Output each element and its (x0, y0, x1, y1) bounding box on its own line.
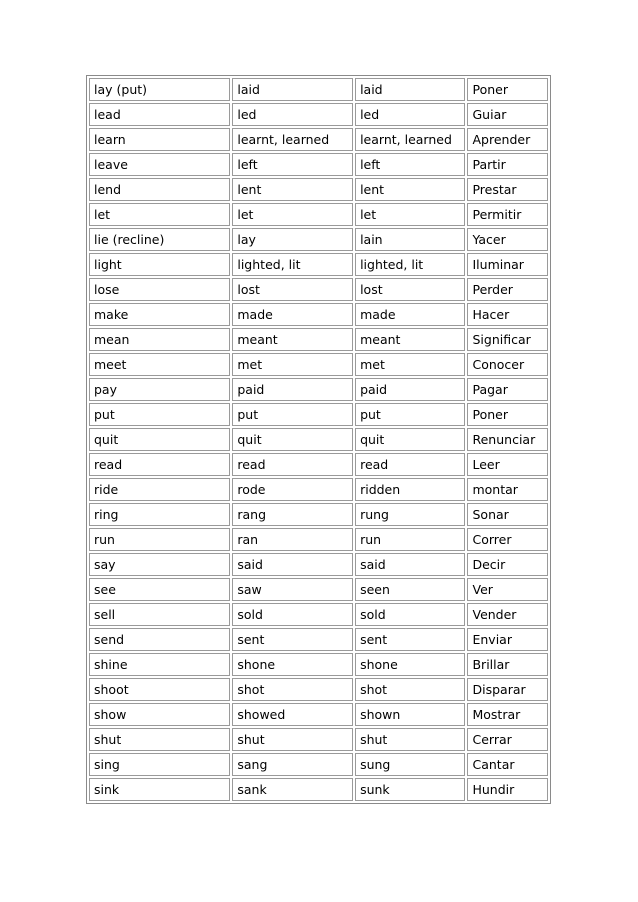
spanish-translation-cell: Disparar (467, 678, 548, 701)
base-form-cell: lead (89, 103, 230, 126)
base-form-cell: sink (89, 778, 230, 801)
past-simple-cell: put (232, 403, 353, 426)
spanish-translation-cell: Ver (467, 578, 548, 601)
spanish-translation-cell: Iluminar (467, 253, 548, 276)
base-form-cell: say (89, 553, 230, 576)
irregular-verbs-table (86, 75, 551, 804)
past-participle-cell: lent (355, 178, 465, 201)
base-form-cell: sell (89, 603, 230, 626)
past-simple-cell: met (232, 353, 353, 376)
spanish-translation-cell: Renunciar (467, 428, 548, 451)
past-simple-cell: rang (232, 503, 353, 526)
base-form-cell: lie (recline) (89, 228, 230, 251)
base-form-cell: pay (89, 378, 230, 401)
table-row (89, 553, 548, 576)
past-participle-cell: laid (355, 78, 465, 101)
spanish-translation-cell: Partir (467, 153, 548, 176)
past-simple-cell: shot (232, 678, 353, 701)
spanish-translation-cell: Hacer (467, 303, 548, 326)
past-simple-cell: learnt, learned (232, 128, 353, 151)
base-form-cell: learn (89, 128, 230, 151)
table-row (89, 353, 548, 376)
past-simple-cell: ran (232, 528, 353, 551)
past-participle-cell: met (355, 353, 465, 376)
base-form-cell: put (89, 403, 230, 426)
base-form-cell: sing (89, 753, 230, 776)
past-simple-cell: sang (232, 753, 353, 776)
past-simple-cell: read (232, 453, 353, 476)
base-form-cell: leave (89, 153, 230, 176)
spanish-translation-cell: Enviar (467, 628, 548, 651)
past-simple-cell: quit (232, 428, 353, 451)
past-participle-cell: lain (355, 228, 465, 251)
past-participle-cell: seen (355, 578, 465, 601)
past-participle-cell: read (355, 453, 465, 476)
base-form-cell: mean (89, 328, 230, 351)
base-form-cell: quit (89, 428, 230, 451)
past-participle-cell: lighted, lit (355, 253, 465, 276)
table-row (89, 253, 548, 276)
spanish-translation-cell: Sonar (467, 503, 548, 526)
table-row (89, 778, 548, 801)
past-participle-cell: led (355, 103, 465, 126)
past-simple-cell: meant (232, 328, 353, 351)
table-row (89, 478, 548, 501)
past-simple-cell: rode (232, 478, 353, 501)
spanish-translation-cell: Decir (467, 553, 548, 576)
past-simple-cell: made (232, 303, 353, 326)
past-participle-cell: said (355, 553, 465, 576)
table-row (89, 528, 548, 551)
spanish-translation-cell: Permitir (467, 203, 548, 226)
past-participle-cell: sent (355, 628, 465, 651)
past-simple-cell: showed (232, 703, 353, 726)
table-row (89, 678, 548, 701)
past-participle-cell: shown (355, 703, 465, 726)
table-row (89, 228, 548, 251)
past-simple-cell: laid (232, 78, 353, 101)
base-form-cell: make (89, 303, 230, 326)
spanish-translation-cell: Leer (467, 453, 548, 476)
table-row (89, 303, 548, 326)
table-row (89, 128, 548, 151)
base-form-cell: ring (89, 503, 230, 526)
past-participle-cell: ridden (355, 478, 465, 501)
spanish-translation-cell: Yacer (467, 228, 548, 251)
spanish-translation-cell: Perder (467, 278, 548, 301)
past-simple-cell: sold (232, 603, 353, 626)
spanish-translation-cell: Poner (467, 403, 548, 426)
table-row (89, 278, 548, 301)
past-participle-cell: shot (355, 678, 465, 701)
base-form-cell: shine (89, 653, 230, 676)
table-row (89, 753, 548, 776)
base-form-cell: shut (89, 728, 230, 751)
spanish-translation-cell: Conocer (467, 353, 548, 376)
past-simple-cell: led (232, 103, 353, 126)
past-simple-cell: said (232, 553, 353, 576)
table-row (89, 378, 548, 401)
past-simple-cell: sent (232, 628, 353, 651)
past-participle-cell: sunk (355, 778, 465, 801)
past-simple-cell: shut (232, 728, 353, 751)
base-form-cell: send (89, 628, 230, 651)
past-simple-cell: left (232, 153, 353, 176)
base-form-cell: light (89, 253, 230, 276)
base-form-cell: lay (put) (89, 78, 230, 101)
past-simple-cell: lent (232, 178, 353, 201)
base-form-cell: show (89, 703, 230, 726)
past-simple-cell: lay (232, 228, 353, 251)
spanish-translation-cell: Mostrar (467, 703, 548, 726)
past-simple-cell: let (232, 203, 353, 226)
base-form-cell: meet (89, 353, 230, 376)
base-form-cell: see (89, 578, 230, 601)
past-simple-cell: lighted, lit (232, 253, 353, 276)
past-participle-cell: put (355, 403, 465, 426)
past-participle-cell: learnt, learned (355, 128, 465, 151)
spanish-translation-cell: Prestar (467, 178, 548, 201)
base-form-cell: shoot (89, 678, 230, 701)
base-form-cell: lend (89, 178, 230, 201)
verb-table-body (89, 78, 548, 801)
spanish-translation-cell: Correr (467, 528, 548, 551)
past-participle-cell: shut (355, 728, 465, 751)
table-row (89, 103, 548, 126)
base-form-cell: ride (89, 478, 230, 501)
base-form-cell: let (89, 203, 230, 226)
table-row (89, 203, 548, 226)
table-row (89, 403, 548, 426)
base-form-cell: run (89, 528, 230, 551)
spanish-translation-cell: Cerrar (467, 728, 548, 751)
past-participle-cell: quit (355, 428, 465, 451)
past-simple-cell: paid (232, 378, 353, 401)
past-simple-cell: saw (232, 578, 353, 601)
spanish-translation-cell: Poner (467, 78, 548, 101)
base-form-cell: read (89, 453, 230, 476)
spanish-translation-cell: Significar (467, 328, 548, 351)
spanish-translation-cell: Pagar (467, 378, 548, 401)
past-participle-cell: meant (355, 328, 465, 351)
past-participle-cell: lost (355, 278, 465, 301)
table-row (89, 328, 548, 351)
past-participle-cell: paid (355, 378, 465, 401)
table-row (89, 653, 548, 676)
table-row (89, 578, 548, 601)
table-row (89, 453, 548, 476)
table-row (89, 628, 548, 651)
past-simple-cell: sank (232, 778, 353, 801)
table-row (89, 78, 548, 101)
spanish-translation-cell: Vender (467, 603, 548, 626)
past-simple-cell: shone (232, 653, 353, 676)
past-participle-cell: sung (355, 753, 465, 776)
past-simple-cell: lost (232, 278, 353, 301)
table-row (89, 603, 548, 626)
past-participle-cell: rung (355, 503, 465, 526)
spanish-translation-cell: Cantar (467, 753, 548, 776)
past-participle-cell: shone (355, 653, 465, 676)
table-row (89, 728, 548, 751)
past-participle-cell: sold (355, 603, 465, 626)
base-form-cell: lose (89, 278, 230, 301)
table-row (89, 428, 548, 451)
spanish-translation-cell: Hundir (467, 778, 548, 801)
spanish-translation-cell: montar (467, 478, 548, 501)
past-participle-cell: run (355, 528, 465, 551)
spanish-translation-cell: Aprender (467, 128, 548, 151)
past-participle-cell: let (355, 203, 465, 226)
past-participle-cell: made (355, 303, 465, 326)
table-row (89, 178, 548, 201)
table-row (89, 703, 548, 726)
table-row (89, 503, 548, 526)
spanish-translation-cell: Guiar (467, 103, 548, 126)
table-row (89, 153, 548, 176)
spanish-translation-cell: Brillar (467, 653, 548, 676)
past-participle-cell: left (355, 153, 465, 176)
